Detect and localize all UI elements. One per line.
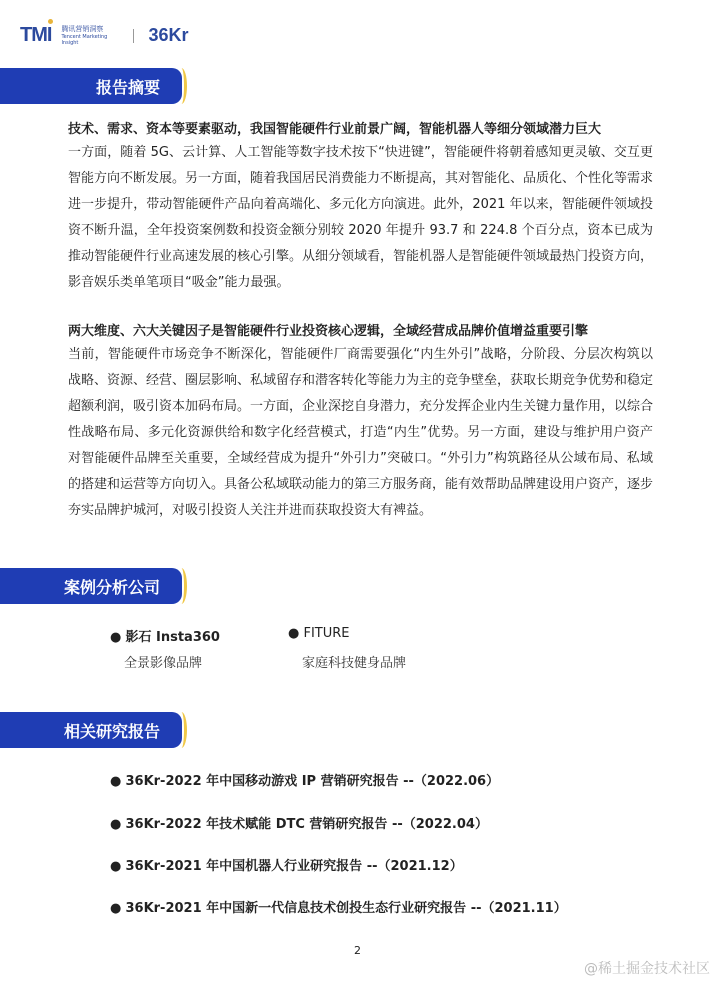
summary-heading-1: 技术、需求、资本等要素驱动，我国智能硬件行业前景广阔，智能机器人等细分领域潜力巨大: [68, 122, 602, 137]
tmi-logo-en: Tencent Marketing Insight: [61, 34, 108, 46]
case-item: ● FITURE: [288, 626, 350, 641]
report-item[interactable]: ● 36Kr-2021 年中国机器人行业研究报告 --（2021.12）: [110, 859, 463, 874]
section-banner-reports: 相关研究报告: [0, 712, 182, 748]
tmi-logo-dot: [48, 19, 53, 24]
report-item[interactable]: ● 36Kr-2021 年中国新一代信息技术创投生态行业研究报告 --（2021.11）: [110, 901, 567, 916]
page-number: 2: [354, 944, 361, 957]
summary-paragraph-2: 当前，智能硬件市场竞争不断深化，智能硬件厂商需要强化“内生外引”战略，分阶段、分层次构筑以战略、资源、经营、圈层影响、私域留存和潜客转化等能力为主的竞争壁垒，获取长期竞争优势和稳定超额利润，吸引资本加码布局。一方面，企业深挖自身潜力，充分发挥企业内生关键力量作用，以综合性战略布局、多元化资源供给和数字化经营模式，打造“内生”优势。另一方面，建设与维护用户资产对智能硬件品牌至关重要，全域经营成为提升“外引力”突破口。“外引力”构筑路径从公域布局、私域的搭建和运营等方向切入。具备公私域联动能力的第三方服务商，能有效帮助品牌建设用户资产，逐步夯实品牌护城河，对吸引投资人关注并进而获取投资大有裨益。: [68, 347, 654, 518]
case-desc: 全景影像品牌: [124, 656, 203, 671]
section-banner-cases: 案例分析公司: [0, 568, 182, 604]
tmi-logo: TMI: [20, 24, 53, 47]
watermark: @稀土掘金技术社区: [584, 961, 710, 977]
report-item[interactable]: ● 36Kr-2022 年中国移动游戏 IP 营销研究报告 --（2022.06）: [110, 774, 500, 789]
section-banner-summary: 报告摘要: [0, 68, 182, 104]
logo-divider: [133, 29, 134, 43]
report-item[interactable]: ● 36Kr-2022 年技术赋能 DTC 营销研究报告 --（2022.04）: [110, 817, 488, 832]
36kr-logo: 36Kr: [148, 25, 189, 45]
tmi-logo-cn: 腾讯营销洞察: [61, 25, 104, 33]
case-desc: 家庭科技健身品牌: [302, 656, 407, 671]
summary-paragraph-1: 一方面，随着 5G、云计算、人工智能等数字技术按下“快进键”，智能硬件将朝着感知更灵敏、交互更智能方向不断发展。另一方面，随着我国居民消费能力不断提高，其对智能化、品质化、个性化等需求进一步提升，带动智能硬件产品向着高端化、多元化方向演进。此外，2021 年以来，智能硬件领域投资不断升温，全年投资案例数和投资金额分别较 2020 年提升 93.7 和 224.8 个百分点，资本已成为推动智能硬件行业高速发展的核心引擎。从细分领域看，智能机器人是智能硬件领域最热门投资方向，影音娱乐类单笔项目“吸金”能力最强。: [68, 145, 654, 290]
header-logo: [20, 24, 188, 47]
summary-heading-2: 两大维度、六大关键因子是智能硬件行业投资核心逻辑，全域经营成品牌价值增益重要引擎: [68, 324, 589, 339]
tmi-logo-text: [61, 25, 119, 46]
case-item: ● 影石 Insta360: [110, 630, 220, 645]
